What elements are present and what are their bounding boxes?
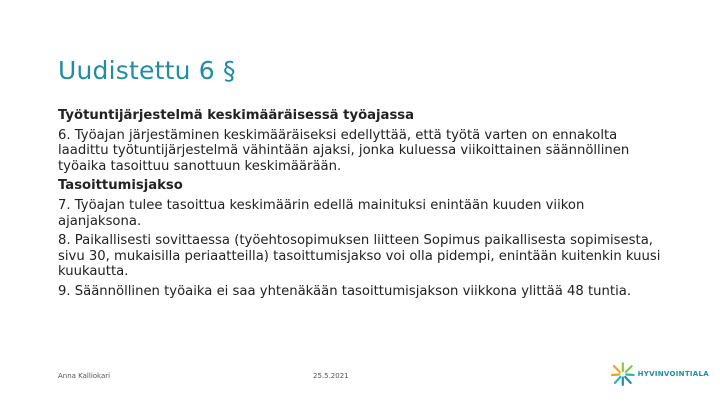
footer-author: Anna Kalliokari bbox=[58, 372, 111, 380]
paragraph-6: 6. Työajan järjestäminen keskimääräiseksi edellyttää, että työtä varten on ennakolta laadittu työtuntijärjestelmä vähintään ajaksi, jonka kuluessa viikoittainen säännöllinen työaika tasoittuu sanottuun keskimäärään. bbox=[58, 127, 630, 174]
footer-date: 25.5.2021 bbox=[313, 372, 349, 380]
paragraph-8: 8. Paikallisesti sovittaessa (työehtosopimuksen liitteen Sopimus paikallisesta sopimisesta, sivu 30, mukaisilla periaatteilla) tasoittumisjakso voi olla pidempi, enintään kuitenkin kuusi kuukautta. bbox=[58, 233, 661, 280]
paragraph-heading-2: Tasoittumisjakso bbox=[58, 178, 183, 194]
logo bbox=[609, 361, 709, 387]
sunburst-icon bbox=[609, 361, 637, 387]
slide-body bbox=[58, 108, 668, 304]
paragraph-9: 9. Säännöllinen työaika ei saa yhtenäkään tasoittumisjakson viikkona ylittää 48 tuntia. bbox=[58, 283, 632, 299]
paragraph-7: 7. Työajan tulee tasoittua keskimäärin edellä mainituksi enintään kuuden viikon ajanjaksona. bbox=[58, 197, 585, 229]
paragraph-heading-1: Työtuntijärjestelmä keskimääräisessä työajassa bbox=[58, 108, 415, 123]
slide-title: Uudistettu 6 § bbox=[58, 56, 236, 85]
logo-text: HYVINVOINTIALA bbox=[637, 370, 709, 378]
